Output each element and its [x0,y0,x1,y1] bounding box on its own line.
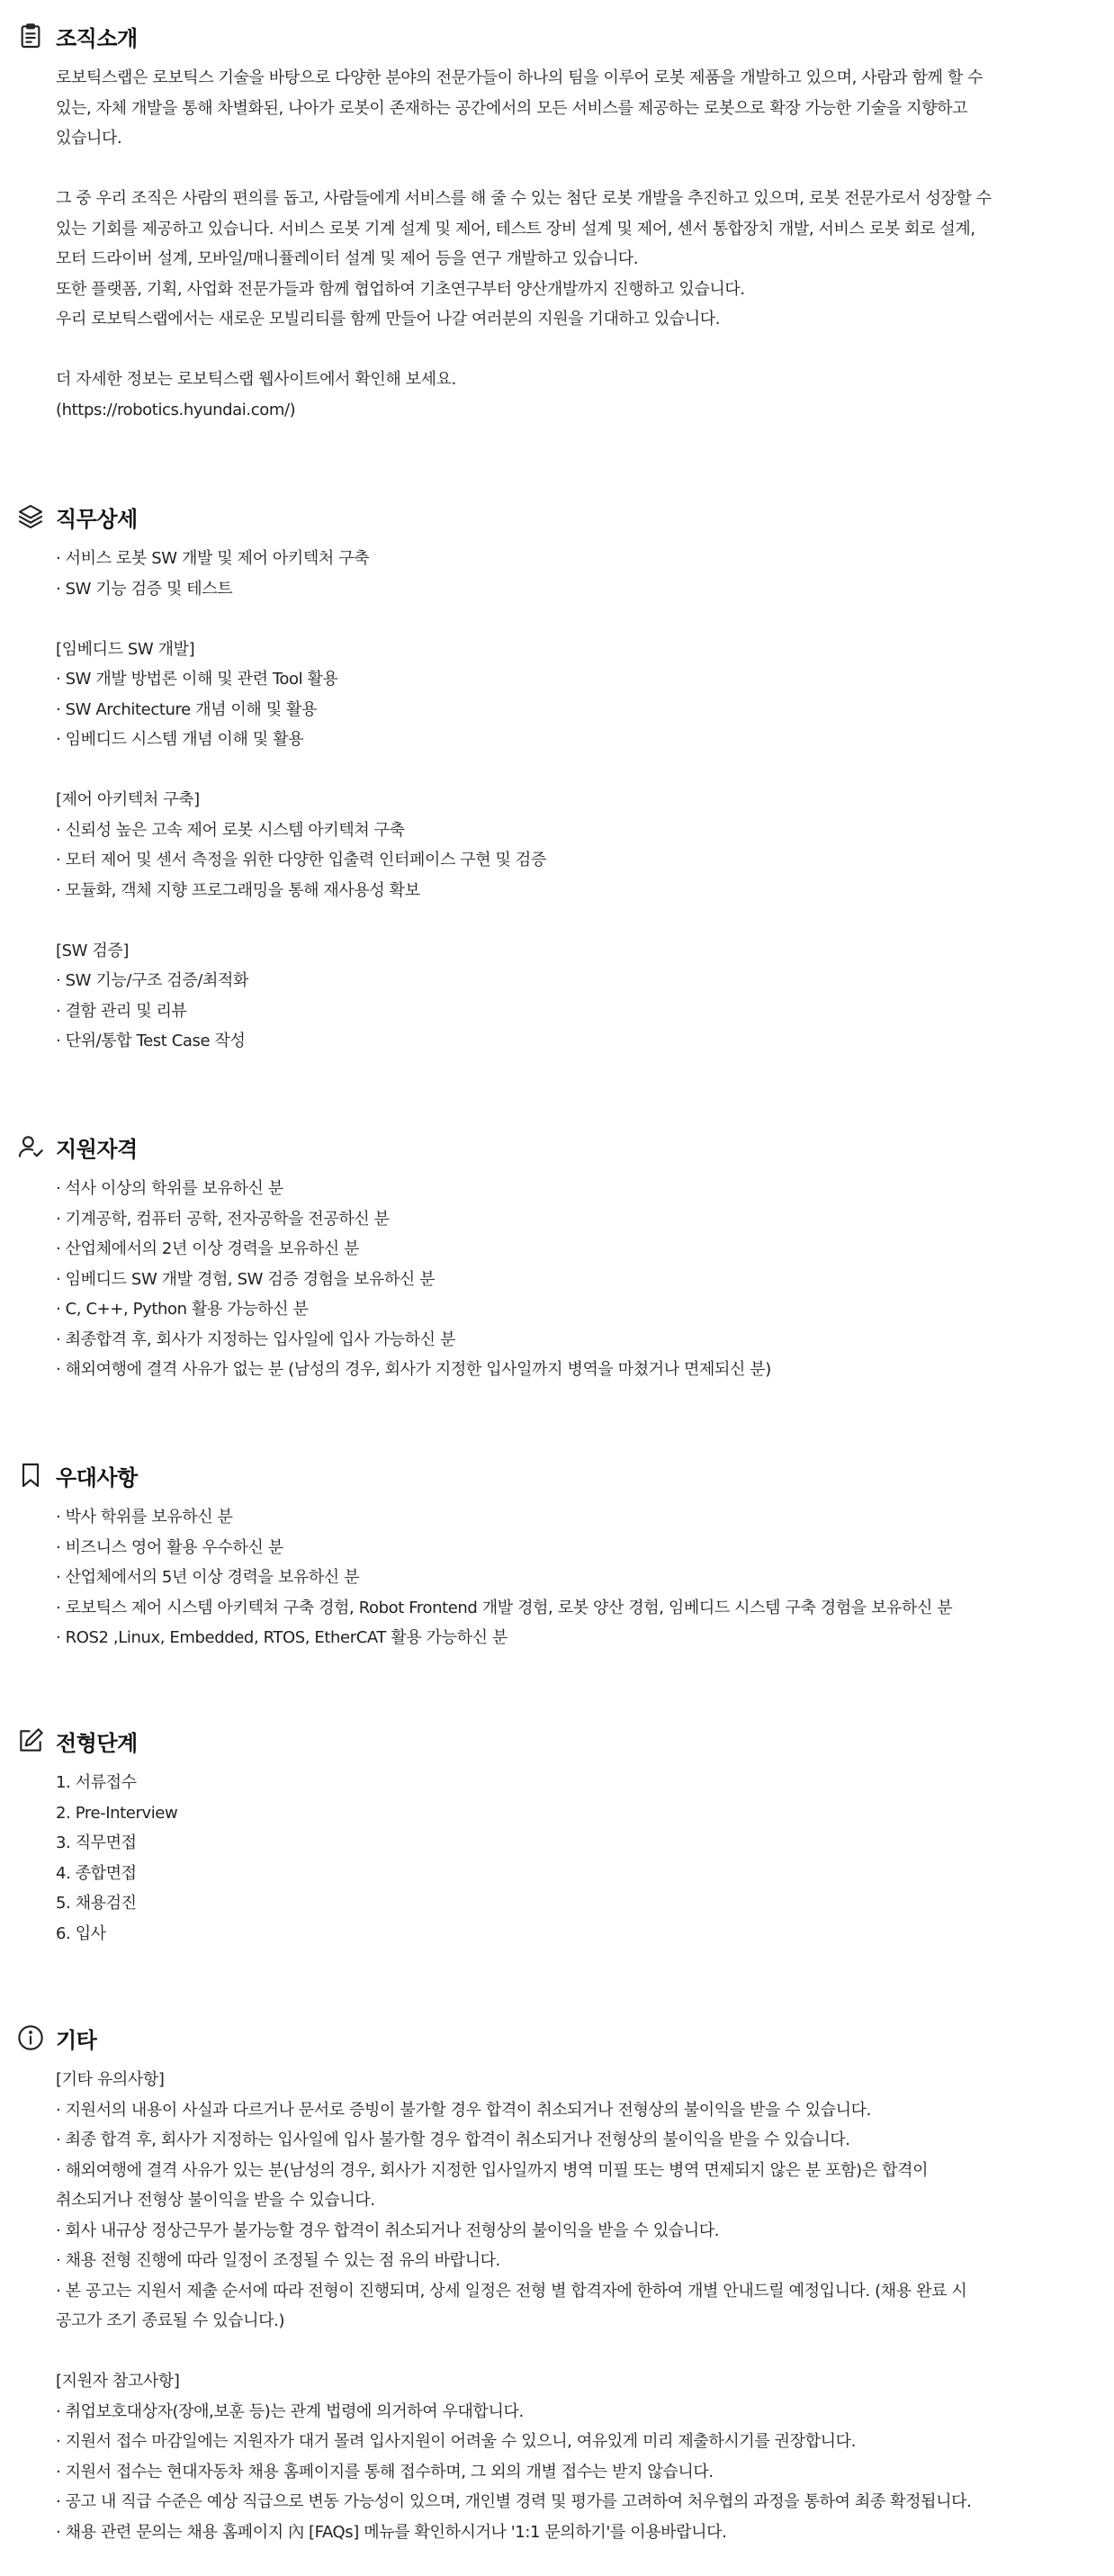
text-line: 더 자세한 정보는 로보틱스랩 웹사이트에서 확인해 보세요. [56,370,456,389]
text-line: 우리 로보틱스랩에서는 새로운 모빌리티를 함께 만들어 나갈 여러분의 지원을 기대하고 있습니다. [56,310,721,329]
process-step: 1. 서류접수 [56,1773,137,1792]
list-item: · 석사 이상의 학위를 보유하신 분 [56,1179,283,1198]
section-header-qualifications [16,1127,1096,1166]
section-title: 전형단계 [56,1730,138,1756]
list-item: · ROS2 ,Linux, Embedded, RTOS, EtherCAT 활용 가능하신 분 [56,1628,508,1647]
section-body [56,2065,1096,2547]
section-duties [16,497,1096,1057]
blank-line [56,755,1096,786]
process-steps [56,1768,1096,1949]
list-item: · 모듈화, 객체 지향 프로그래밍을 통해 재사용성 확보 [56,880,420,900]
blank-line [56,2337,1096,2367]
section-body [56,63,1096,425]
section-body [56,1174,1096,1385]
section-header-intro [16,16,1096,56]
text-line: 로보틱스랩은 로보틱스 기술을 바탕으로 다양한 분야의 전문가들이 하나의 팀을 이루어 로봇 제품을 개발하고 있으며, 사람과 함께 할 수 [56,68,984,87]
section-header-process [16,1721,1096,1761]
list-item: · SW 개발 방법론 이해 및 관련 Tool 활용 [56,670,338,689]
layers-icon [16,502,45,531]
subheading: [임베디드 SW 개발] [56,639,195,659]
section-header-duties [16,497,1096,536]
list-item: · 해외여행에 결격 사유가 없는 분 (남성의 경우, 회사가 지정한 입사일까지 병역을 마쳤거나 면제되신 분) [56,1360,771,1379]
list-item: · 박사 학위를 보유하신 분 [56,1508,233,1527]
section-body [56,1502,1096,1653]
list-item: · 임베디드 시스템 개념 이해 및 활용 [56,730,304,749]
list-item: · 산업체에서의 2년 이상 경력을 보유하신 분 [56,1239,360,1258]
section-header-preferred [16,1455,1096,1495]
section-header-etc [16,2018,1096,2058]
list-item: · SW 기능 검증 및 테스트 [56,579,233,599]
section-title: 지원자격 [56,1136,138,1162]
list-item: · 해외여행에 결격 사유가 있는 분(남성의 경우, 회사가 지정한 입사일까지 병역 미필 또는 병역 면제되지 않은 분 포함)은 합격이 [56,2160,929,2180]
list-item-continued: 공고가 조기 종료될 수 있습니다.) [56,2311,285,2330]
process-step: 6. 입사 [56,1923,106,1943]
text-line: 모터 드라이버 설계, 모바일/매니퓰레이터 설계 및 제어 등을 연구 개발하고 있습니다. [56,249,639,268]
section-body [56,544,1096,1057]
list-item: · 취업보호대상자(장애,보훈 등)는 관계 법령에 의거하여 우대합니다. [56,2401,524,2421]
list-item: · C, C++, Python 활용 가능하신 분 [56,1300,309,1319]
list-item: · 채용 관련 문의는 채용 홈페이지 內 [FAQs] 메뉴를 확인하시거나 '1:1 문의하기'를 이용바랍니다. [56,2522,727,2542]
user-check-icon [16,1132,45,1161]
list-item: · 로보틱스 제어 시스템 아키텍쳐 구축 경험, Robot Frontend 개발 경험, 로봇 양산 경험, 임베디드 시스템 구축 경험을 보유하신 분 [56,1598,953,1617]
section-title: 기타 [56,2027,97,2053]
list-item: · 단위/통합 Test Case 작성 [56,1031,246,1050]
clipboard-icon [16,22,45,50]
list-item: · 결함 관리 및 리뷰 [56,1001,187,1021]
list-item: · 지원서 접수 마감일에는 지원자가 대거 몰려 입사지원이 어려울 수 있으니, 여유있게 미리 제출하시기를 권장합니다. [56,2432,856,2451]
process-step: 2. Pre-Interview [56,1803,178,1823]
text-line: 있습니다. [56,129,122,148]
section-title: 직무상세 [56,506,138,532]
subheading: [제어 아키텍처 구축] [56,790,200,809]
section-qualifications [16,1127,1096,1385]
section-body [56,1768,1096,1949]
list-item: · 최종합격 후, 회사가 지정하는 입사일에 입사 가능하신 분 [56,1329,455,1349]
list-item: · 모터 제어 및 센서 측정을 위한 다양한 입출력 인터페이스 구현 및 검증 [56,851,546,869]
list-item: · SW 기능/구조 검증/최적화 [56,971,248,990]
list-item: · 최종 합격 후, 회사가 지정하는 입사일에 입사 불가할 경우 합격이 취소되거나 전형상의 불이익을 받을 수 있습니다. [56,2130,850,2149]
list-item: · 기계공학, 컴퓨터 공학, 전자공학을 전공하신 분 [56,1209,390,1229]
list-item: · 채용 전형 진행에 따라 일정이 조정될 수 있는 점 유의 바랍니다. [56,2251,500,2270]
text-line: 있는 기회를 제공하고 있습니다. 서비스 로봇 기계 설계 및 제어, 테스트 장비 설계 및 제어, 센서 통합장치 개발, 서비스 로봇 회로 설계, [56,219,975,239]
list-item: · 신뢰성 높은 고속 제어 로봇 시스템 아키텍쳐 구축 [56,820,405,840]
section-process [16,1721,1096,1949]
list-item: · 비즈니스 영어 활용 우수하신 분 [56,1537,283,1557]
website-link-text[interactable]: (https://robotics.hyundai.com/) [56,400,296,419]
list-item: · 공고 내 직급 수준은 예상 직급으로 변동 가능성이 있으며, 개인별 경력 및 평가를 고려하여 처우협의 과정을 통하여 최종 확정됩니다. [56,2492,972,2511]
text-line: 있는, 자체 개발을 통해 차별화된, 나아가 로봇이 존재하는 공간에서의 모든 서비스를 제공하는 로봇으로 확장 가능한 기술을 지향하고 [56,98,968,118]
blank-line [56,154,1096,185]
blank-line [56,335,1096,365]
section-intro [16,16,1096,425]
process-step: 4. 종합면접 [56,1863,137,1883]
list-item: · 본 공고는 지원서 제출 순서에 따라 전형이 진행되며, 상세 일정은 전형 별 합격자에 한하여 개별 안내드릴 예정입니다. (채용 완료 시 [56,2281,967,2301]
edit-icon [16,1726,45,1755]
subheading: [SW 검증] [56,941,129,960]
info-icon [16,2023,45,2052]
subheading: [지원자 참고사항] [56,2372,180,2391]
list-item: · 임베디드 SW 개발 경험, SW 검증 경험을 보유하신 분 [56,1269,436,1289]
section-preferred [16,1455,1096,1653]
list-item: · 지원서 접수는 현대자동차 채용 홈페이지를 통해 접수하며, 그 외의 개별 접수는 받지 않습니다. [56,2462,714,2481]
process-step: 3. 직무면접 [56,1833,137,1852]
blank-line [56,905,1096,936]
text-line: 그 중 우리 조직은 사람의 편의를 돕고, 사람들에게 서비스를 해 줄 수 있는 첨단 로봇 개발을 추진하고 있으며, 로봇 전문가로서 성장할 수 [56,189,992,208]
subheading: [기타 유의사항] [56,2070,165,2089]
list-item: · SW Architecture 개념 이해 및 활용 [56,699,317,719]
list-item: · 서비스 로봇 SW 개발 및 제어 아키텍처 구축 [56,549,370,568]
section-title: 조직소개 [56,25,138,51]
list-item-continued: 취소되거나 전형상 불이익을 받을 수 있습니다. [56,2191,375,2210]
list-item: · 지원서의 내용이 사실과 다르거나 문서로 증빙이 불가할 경우 합격이 취소되거나 전형상의 불이익을 받을 수 있습니다. [56,2100,871,2120]
process-step: 5. 채용검진 [56,1894,137,1913]
blank-line [56,604,1096,635]
list-item: · 회사 내규상 정상근무가 불가능할 경우 합격이 취소되거나 전형상의 불이익을 받을 수 있습니다. [56,2220,720,2240]
bookmark-icon [16,1461,45,1490]
text-line: 또한 플랫폼, 기획, 사업화 전문가들과 함께 협업하여 기초연구부터 양산개발까지 진행하고 있습니다. [56,279,745,299]
section-title: 우대사항 [56,1464,138,1491]
section-etc [16,2018,1096,2547]
list-item: · 산업체에서의 5년 이상 경력을 보유하신 분 [56,1568,360,1587]
